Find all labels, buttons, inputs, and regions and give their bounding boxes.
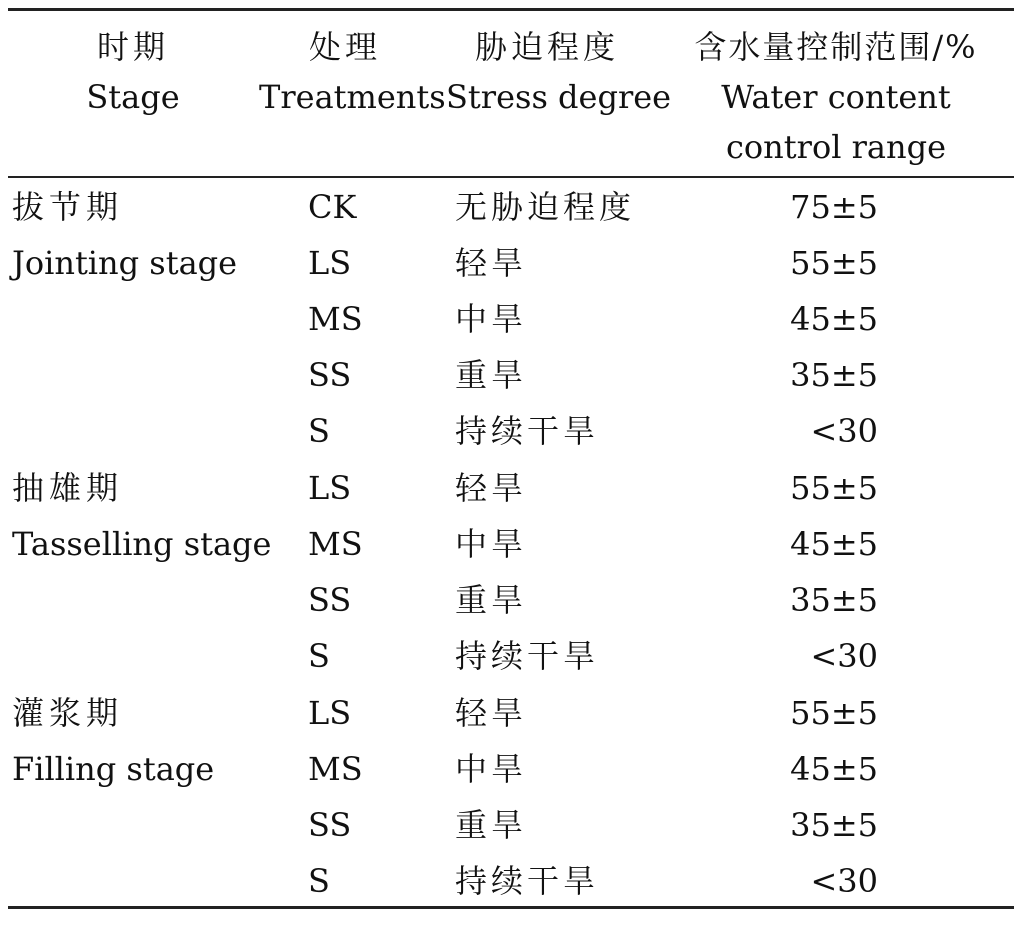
treatment-cell: S — [308, 862, 330, 900]
header-stage-en: Stage — [86, 78, 180, 116]
treatment-cell: MS — [308, 750, 363, 788]
table-row — [0, 235, 1024, 291]
header-stress-degree-zh: 胁迫程度 — [474, 28, 619, 66]
stress-degree-cell: 重旱 — [455, 356, 528, 394]
treatment-cell: LS — [308, 244, 352, 282]
water-range-cell: 55±5 — [790, 244, 878, 282]
water-range-cell: 35±5 — [790, 581, 878, 619]
header-water-content — [678, 22, 994, 172]
water-range-cell: 75±5 — [790, 188, 878, 226]
table-row — [0, 628, 1024, 684]
stress-degree-cell: 无胁迫程度 — [455, 188, 636, 226]
stress-degree-cell: 中旱 — [455, 300, 528, 338]
table-row — [0, 516, 1024, 572]
header-stress-degree — [446, 22, 672, 122]
water-range-cell: <30 — [810, 412, 878, 450]
header-stress-degree-en: Stress degree — [446, 78, 672, 116]
water-range-cell: 55±5 — [790, 469, 878, 507]
treatment-cell: LS — [308, 469, 352, 507]
table-row — [0, 797, 1024, 853]
bottom-rule — [8, 906, 1014, 909]
stress-degree-cell: 持续干旱 — [455, 862, 600, 900]
water-range-cell: <30 — [810, 862, 878, 900]
stage-cell: 灌浆期 — [12, 694, 124, 732]
header-water-content-zh: 含水量控制范围/% — [694, 28, 978, 66]
header-rule — [8, 176, 1014, 178]
stress-degree-cell: 重旱 — [455, 806, 528, 844]
table-row — [0, 853, 1024, 909]
stress-degree-cell: 持续干旱 — [455, 637, 600, 675]
water-range-cell: <30 — [810, 637, 878, 675]
treatment-cell: SS — [308, 356, 352, 394]
stage-cell: 拔节期 — [12, 188, 124, 226]
table-row — [0, 685, 1024, 741]
stage-cell: Tasselling stage — [12, 525, 272, 563]
table-row — [0, 460, 1024, 516]
stress-degree-cell: 轻旱 — [455, 469, 528, 507]
header-treatments-zh: 处理 — [308, 28, 381, 66]
treatment-cell: MS — [308, 300, 363, 338]
water-range-cell: 35±5 — [790, 356, 878, 394]
table-row — [0, 572, 1024, 628]
stress-degree-cell: 中旱 — [455, 525, 528, 563]
header-treatments-en: Treatments — [259, 78, 446, 116]
table-row — [0, 741, 1024, 797]
water-range-cell: 45±5 — [790, 750, 878, 788]
table-row — [0, 179, 1024, 235]
treatment-cell: MS — [308, 525, 363, 563]
stage-cell: 抽雄期 — [12, 469, 124, 507]
table-row — [0, 347, 1024, 403]
stress-degree-cell: 中旱 — [455, 750, 528, 788]
table-row — [0, 291, 1024, 347]
header-treatments — [259, 22, 446, 122]
treatment-cell: SS — [308, 806, 352, 844]
treatment-cell: SS — [308, 581, 352, 619]
table-row — [0, 403, 1024, 459]
water-range-cell: 45±5 — [790, 300, 878, 338]
treatment-cell: S — [308, 637, 330, 675]
top-rule — [8, 8, 1014, 11]
water-range-cell: 55±5 — [790, 694, 878, 732]
treatment-cell: S — [308, 412, 330, 450]
water-range-cell: 45±5 — [790, 525, 878, 563]
stress-degree-cell: 重旱 — [455, 581, 528, 619]
stage-cell: Filling stage — [12, 750, 215, 788]
water-range-cell: 35±5 — [790, 806, 878, 844]
treatment-cell: CK — [308, 188, 357, 226]
header-water-content-en-1: Water content — [721, 78, 951, 116]
stress-degree-cell: 轻旱 — [455, 244, 528, 282]
stress-degree-cell: 轻旱 — [455, 694, 528, 732]
header-stage — [58, 22, 208, 122]
treatment-cell: LS — [308, 694, 352, 732]
stage-cell: Jointing stage — [12, 244, 238, 282]
header-water-content-en-2: control range — [725, 128, 947, 166]
header-stage-zh: 时期 — [96, 28, 169, 66]
stress-degree-cell: 持续干旱 — [455, 412, 600, 450]
